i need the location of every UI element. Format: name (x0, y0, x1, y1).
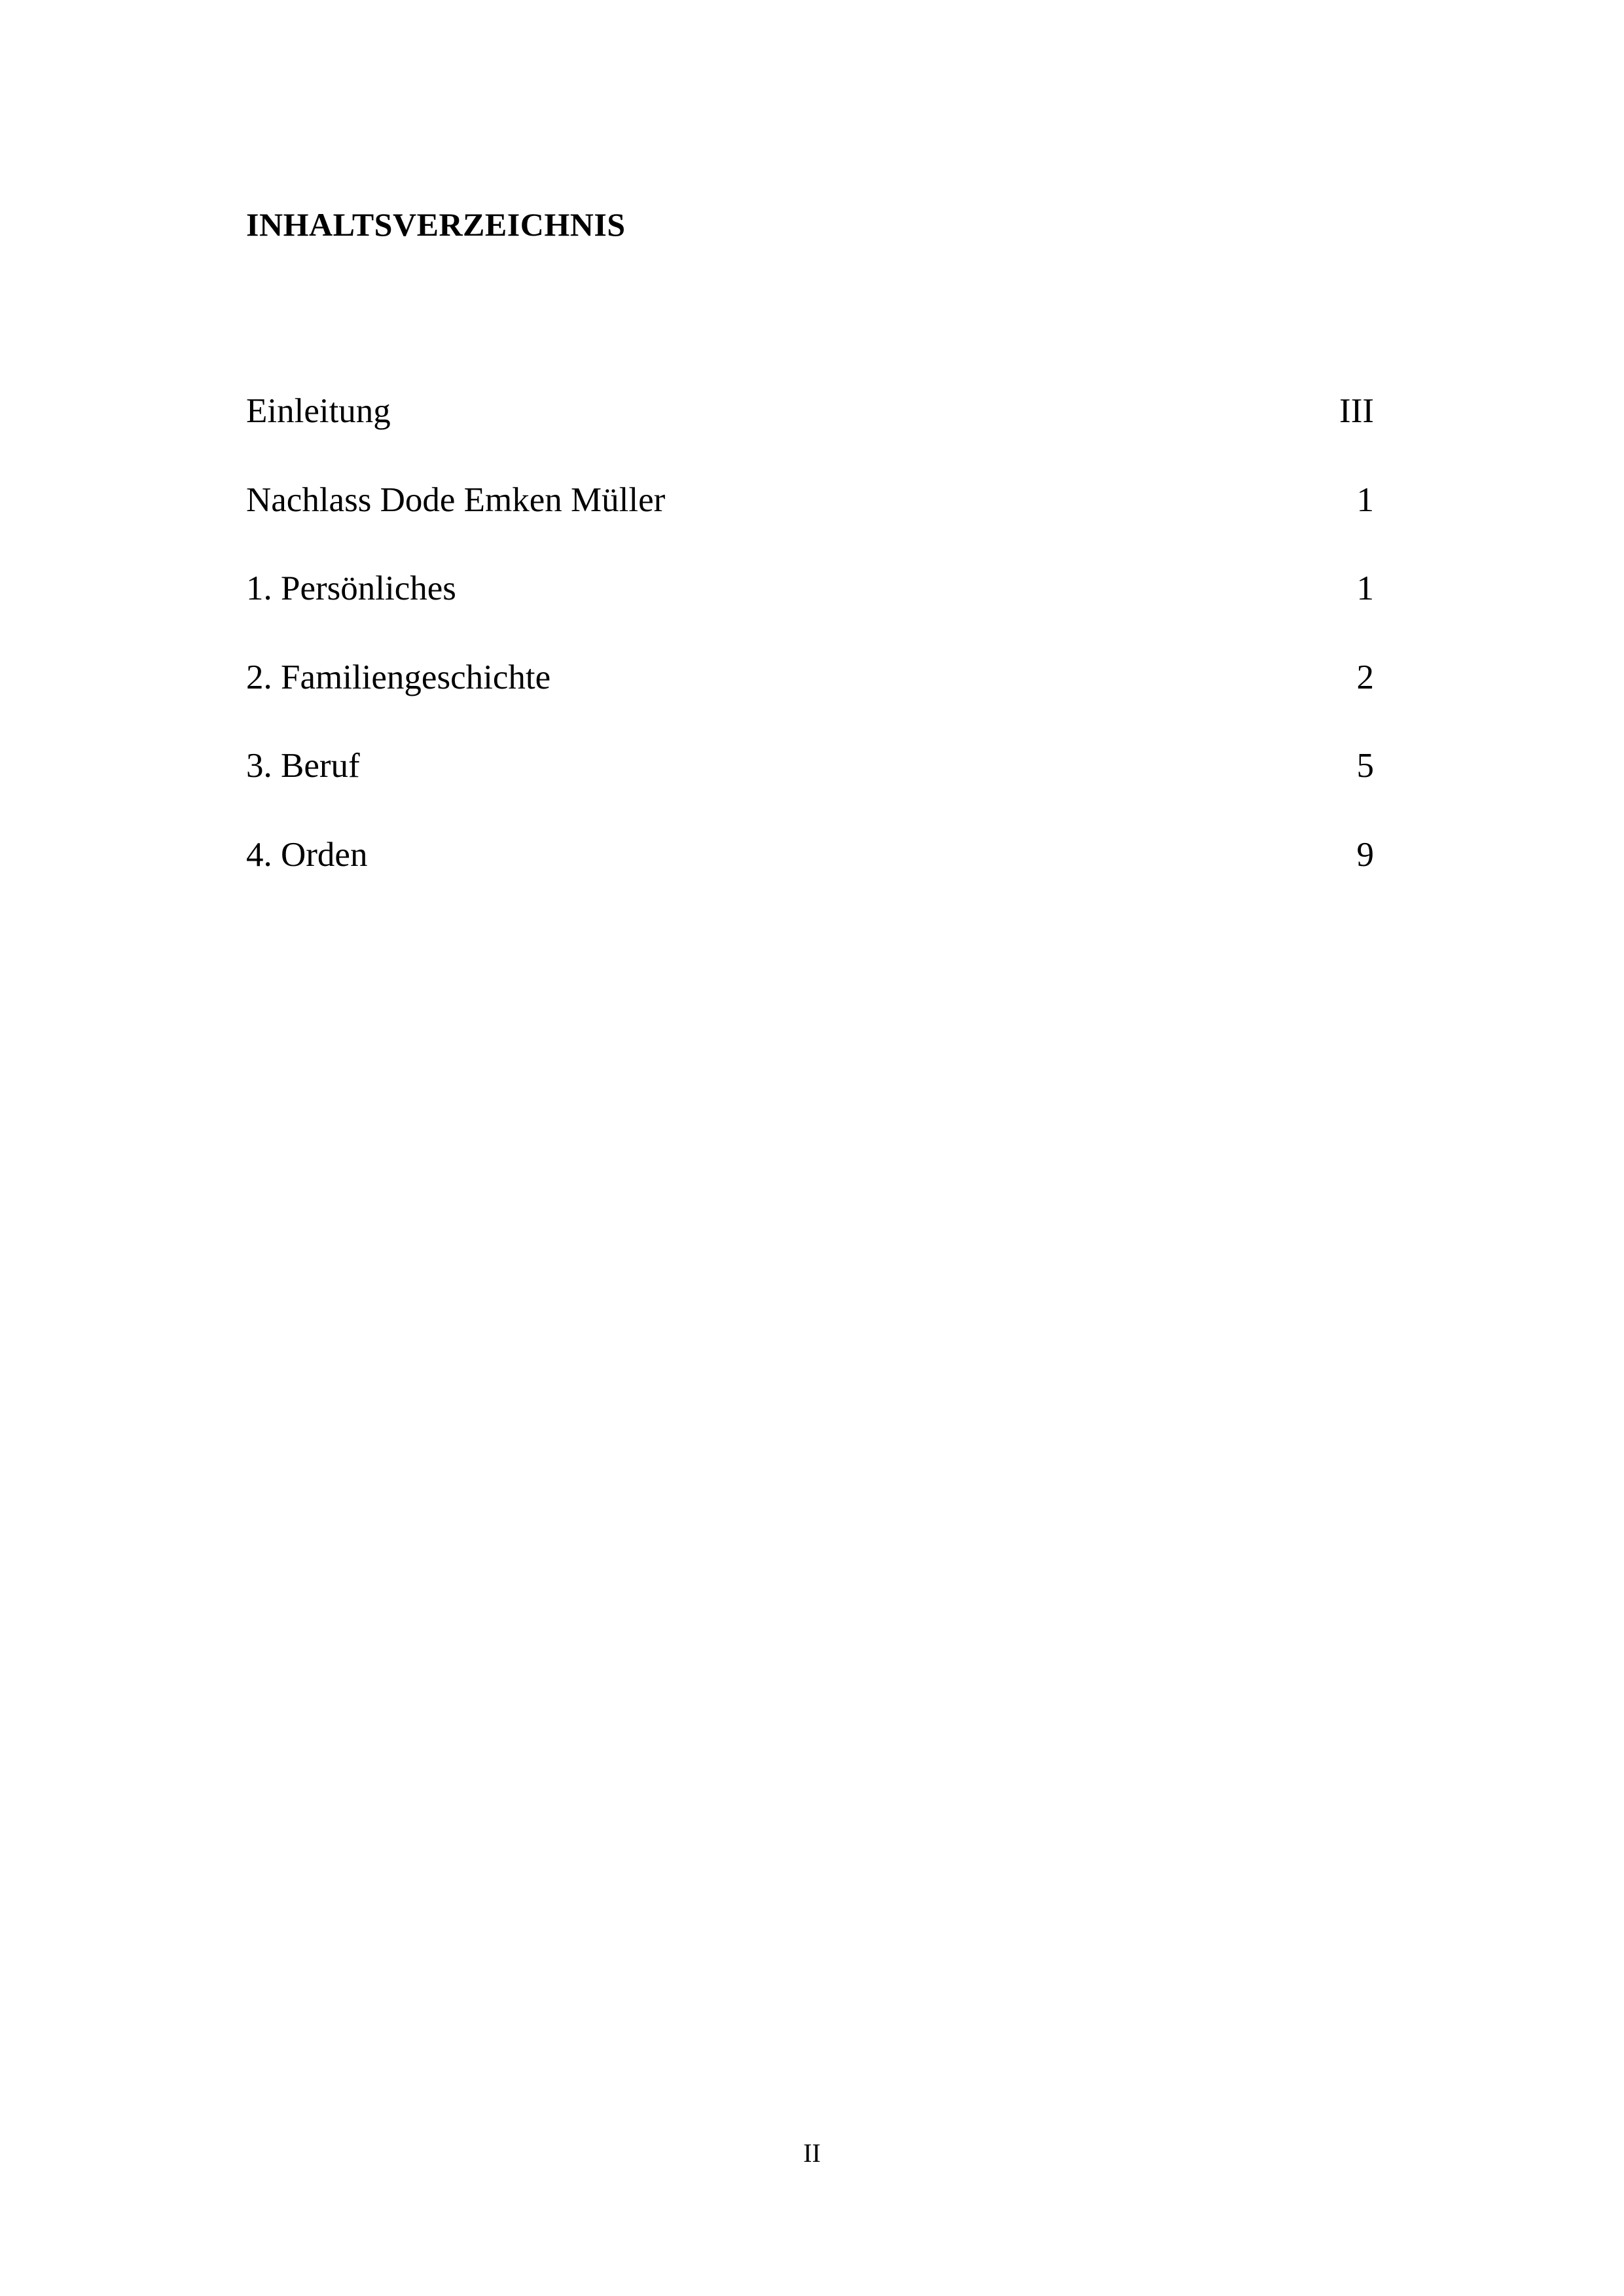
toc-entry-label: Nachlass Dode Emken Müller (246, 480, 666, 519)
toc-entry-familiengeschichte[interactable] (246, 651, 1374, 740)
toc-entry-beruf[interactable] (246, 740, 1374, 829)
toc-entry-label: Einleitung (246, 392, 391, 430)
toc-entry-page: 1 (1356, 480, 1374, 519)
toc-entry-label: 1. Persönliches (246, 569, 456, 607)
toc-entry-orden[interactable] (246, 829, 1374, 918)
toc-entry-page: III (1339, 392, 1374, 430)
toc-entry-label: 3. Beruf (246, 747, 360, 785)
toc-entry-persoenliches[interactable] (246, 562, 1374, 651)
toc-entry-label: 4. Orden (246, 835, 368, 874)
toc-entry-page: 2 (1356, 658, 1374, 696)
page-title: INHALTSVERZEICHNIS (246, 206, 626, 243)
toc-entry-einleitung[interactable] (246, 385, 1374, 474)
table-of-contents (246, 385, 1374, 917)
toc-entry-page: 1 (1356, 569, 1374, 607)
toc-entry-label: 2. Familiengeschichte (246, 658, 551, 696)
page-number: II (803, 2138, 821, 2168)
toc-entry-page: 9 (1356, 835, 1374, 874)
toc-entry-nachlass[interactable] (246, 474, 1374, 563)
toc-entry-page: 5 (1356, 747, 1374, 785)
